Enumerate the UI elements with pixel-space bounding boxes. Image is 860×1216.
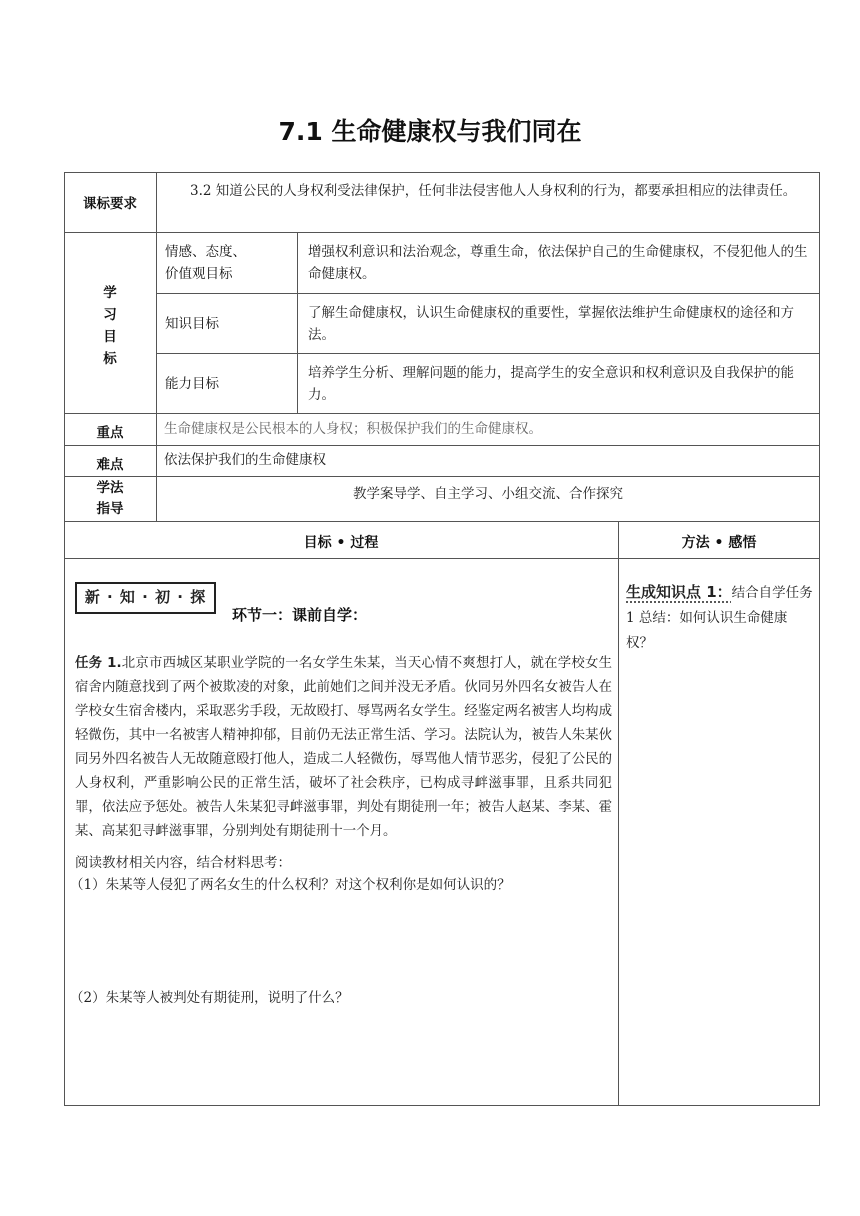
objective-label-attitude: 情感、态度、 价值观目标 [165, 244, 246, 282]
objective-text-knowledge: 了解生命健康权，认识生命健康权的重要性，掌握依法维护生命健康权的途径和方法。 [308, 305, 794, 343]
objective-label-ability: 能力目标 [165, 376, 219, 392]
curriculum-label: 课标要求 [83, 196, 137, 212]
method-label: 学法 指导 [96, 480, 124, 517]
task-instruction: 阅读教材相关内容，结合材料思考： [75, 855, 291, 871]
process-column-header: 目标 • 过程 [303, 535, 379, 551]
document-title: 7.1 生命健康权与我们同在 [278, 117, 582, 146]
key-point-text: 生命健康权是公民根本的人身权；积极保护我们的生命健康权。 [164, 421, 542, 437]
method-text: 教学案导学、自主学习、小组交流、合作探究 [353, 486, 623, 502]
difficulty-text: 依法保护我们的生命健康权 [164, 452, 326, 468]
objective-text-ability: 培养学生分析、理解问题的能力，提高学生的安全意识和权利意识及自我保护的能力。 [308, 365, 794, 403]
objectives-label: 学 习 目 标 [103, 285, 117, 367]
task-paragraph [75, 652, 612, 844]
task-label: 任务 1. [75, 656, 122, 671]
knowledge-point-heading: 生成知识点 1： [626, 583, 732, 601]
method-column-header: 方法 • 感悟 [681, 535, 757, 551]
objective-text-attitude: 增强权利意识和法治观念，尊重生命，依法保护自己的生命健康权，不侵犯他人的生命健康权。 [308, 244, 808, 282]
knowledge-point-note [626, 580, 814, 656]
section-tag: 新 · 知 · 初 · 探 [75, 582, 216, 614]
question-1: （1）朱某等人侵犯了两名女生的什么权利？对这个权利你是如何认识的？ [70, 877, 511, 893]
knowledge-point-text: 结合自学任务 1 总结：如何认识生命健康权？ [626, 585, 813, 651]
task-text: 北京市西城区某职业学院的一名女学生朱某，当天心情不爽想打人，就在学校女生宿舍内随意找到了两个被欺凌的对象，此前她们之间并没无矛盾。伙同另外四名女被告人在学校女生宿舍楼内，采取恶劣手段，无故殴打、辱骂两名女学生。经鉴定两名被害人均构成轻微伤，其中一名被害人精神抑郁，目前仍无法正常生活、学习。法院认为，被告人朱某伙同另外四名被告人无故随意殴打他人，造成二人轻微伤，辱骂他人情节恶劣，侵犯了公民的人身权利，严重影响公民的正常生活，破坏了社会秩序，已构成寻衅滋事罪，且系共同犯罪，依法应予惩处。被告人朱某犯寻衅滋事罪，判处有期徒刑一年；被告人赵某、李某、霍某、高某犯寻衅滋事罪，分别判处有期徒刑十一个月。 [75, 656, 612, 839]
section-heading: 环节一：课前自学： [232, 606, 368, 624]
difficulty-label: 难点 [96, 457, 124, 473]
curriculum-text: 3.2 知道公民的人身权利受法律保护，任何非法侵害他人人身权利的行为，都要承担相应的法律责任。 [190, 183, 797, 199]
objective-label-knowledge: 知识目标 [165, 316, 219, 332]
question-2: （2）朱某等人被判处有期徒刑，说明了什么？ [70, 990, 349, 1006]
key-point-label: 重点 [96, 425, 124, 441]
